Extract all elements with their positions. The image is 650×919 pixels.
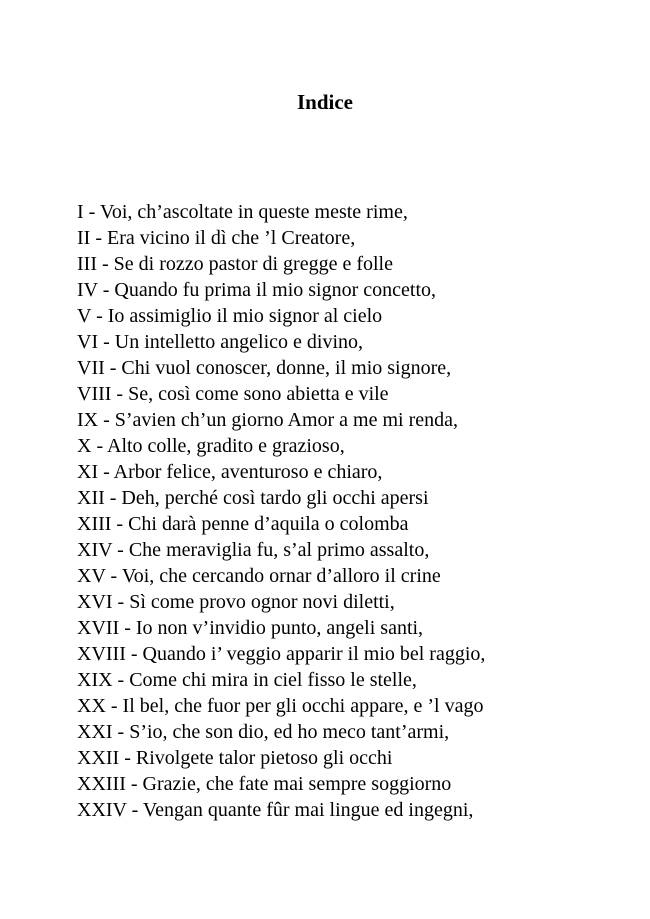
toc-entry: XIII - Chi darà penne d’aquila o colomba — [77, 513, 409, 535]
toc-entry: XXI - S’io, che son dio, ed ho meco tant’armi, — [77, 721, 450, 743]
toc-entry: III - Se di rozzo pastor di gregge e folle — [77, 253, 393, 275]
toc-entry: XX - Il bel, che fuor per gli occhi appare, e ’l vago — [77, 695, 484, 717]
toc-entry: IX - S’avien ch’un giorno Amor a me mi renda, — [77, 409, 459, 431]
toc-entry: VII - Chi vuol conoscer, donne, il mio signore, — [77, 357, 452, 379]
toc-entry: V - Io assimiglio il mio signor al cielo — [77, 305, 383, 327]
page-title: Indice — [296, 90, 353, 115]
toc-entry: XXIII - Grazie, che fate mai sempre soggiorno — [77, 773, 452, 795]
table-of-contents — [77, 199, 637, 823]
toc-entry: X - Alto colle, gradito e grazioso, — [77, 435, 345, 457]
toc-entry: IV - Quando fu prima il mio signor concetto, — [77, 279, 437, 301]
toc-entry: VIII - Se, così come sono abietta e vile — [77, 383, 389, 405]
toc-entry: VI - Un intelletto angelico e divino, — [77, 331, 364, 353]
toc-entry: I - Voi, ch’ascoltate in queste meste rime, — [77, 201, 408, 223]
toc-entry: XVII - Io non v’invidio punto, angeli santi, — [77, 617, 424, 639]
toc-entry: XXIV - Vengan quante fûr mai lingue ed ingegni, — [77, 799, 474, 821]
toc-entry: XII - Deh, perché così tardo gli occhi apersi — [77, 487, 429, 509]
toc-entry: XIV - Che meraviglia fu, s’al primo assalto, — [77, 539, 430, 561]
toc-entry: II - Era vicino il dì che ’l Creatore, — [77, 227, 356, 249]
toc-entry: XVI - Sì come provo ognor novi diletti, — [77, 591, 395, 613]
toc-entry: XV - Voi, che cercando ornar d’alloro il crine — [77, 565, 441, 587]
toc-entry: XI - Arbor felice, aventuroso e chiaro, — [77, 461, 383, 483]
toc-entry: XVIII - Quando i’ veggio apparir il mio bel raggio, — [77, 643, 486, 665]
toc-entry: XXII - Rivolgete talor pietoso gli occhi — [77, 747, 393, 769]
toc-entry: XIX - Come chi mira in ciel fisso le stelle, — [77, 669, 417, 691]
